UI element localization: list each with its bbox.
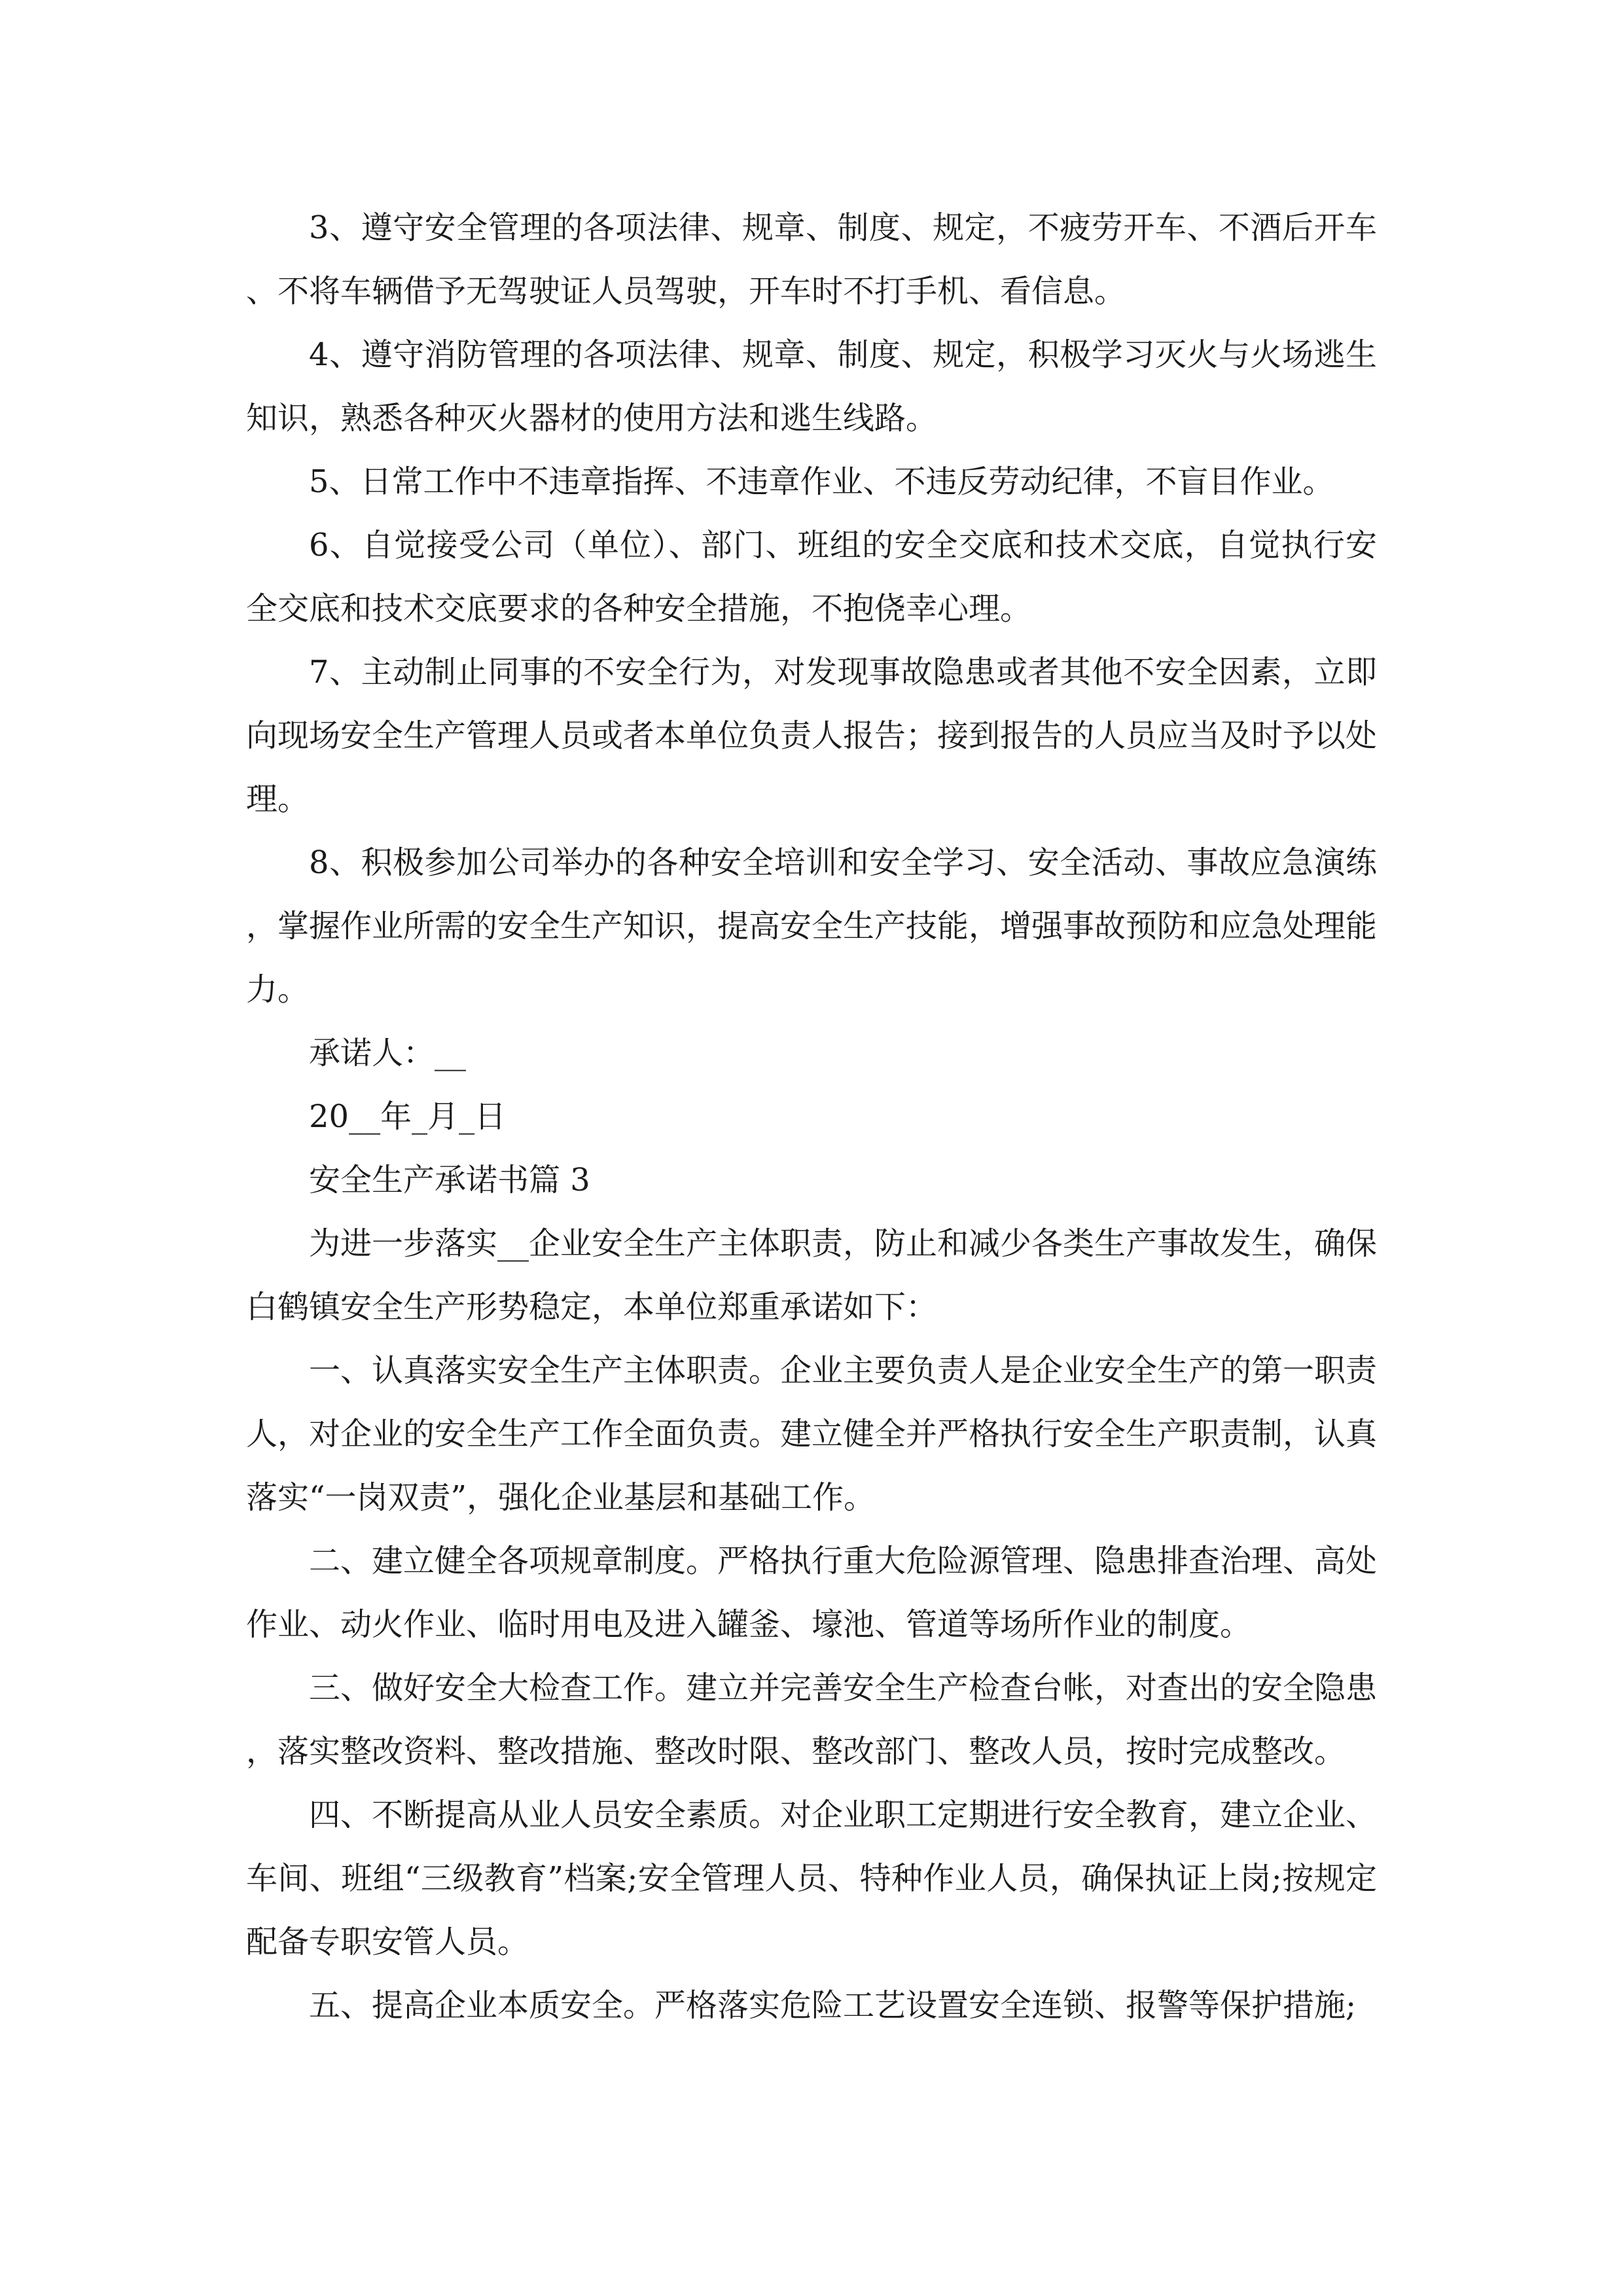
commitment-item-3: 三、做好安全大检查工作。建立并完善安全生产检查台帐，对查出的安全隐患，落实整改资料、整改措施、整改时限、整改部门、整改人员，按时完成整改。: [246, 1670, 1378, 1770]
document-page: [246, 196, 1377, 2037]
paragraph-item-6: 6、自觉接受公司（单位）、部门、班组的安全交底和技术交底，自觉执行安全交底和技术交底要求的各种安全措施，不抱侥幸心理。: [246, 527, 1377, 627]
signer-line: 承诺人：__: [309, 1035, 467, 1071]
commitment-item-1: 一、认真落实安全生产主体职责。企业主要负责人是企业安全生产的第一职责人，对企业的安全生产工作全面负责。建立健全并严格执行安全生产职责制，认真落实“一岗双责”，强化企业基层和基础工作。: [246, 1352, 1378, 1516]
commitment-item-2: 二、建立健全各项规章制度。严格执行重大危险源管理、隐患排查治理、高处作业、动火作业、临时用电及进入罐釜、壕池、管道等场所作业的制度。: [246, 1543, 1378, 1643]
paragraph-item-3: 3、遵守安全管理的各项法律、规章、制度、规定，不疲劳开车、不酒后开车、不将车辆借予无驾驶证人员驾驶，开车时不打手机、看信息。: [246, 209, 1377, 310]
section-intro: 为进一步落实__企业安全生产主体职责，防止和减少各类生产事故发生，确保白鹤镇安全生产形势稳定，本单位郑重承诺如下：: [246, 1225, 1378, 1325]
paragraph-item-5: 5、日常工作中不违章指挥、不违章作业、不违反劳动纪律，不盲目作业。: [309, 463, 1334, 500]
date-line: 20__年_月_日: [309, 1098, 507, 1135]
commitment-item-4: 四、不断提高从业人员安全素质。对企业职工定期进行安全教育，建立企业、车间、班组“三级教育”档案;安全管理人员、特种作业人员，确保执证上岗;按规定配备专职安管人员。: [246, 1797, 1378, 1960]
section-title: 安全生产承诺书篇 3: [309, 1162, 590, 1198]
commitment-item-5: 五、提高企业本质安全。严格落实危险工艺设置安全连锁、报警等保护措施;: [309, 1987, 1357, 2024]
paragraph-item-8: 8、积极参加公司举办的各种安全培训和安全学习、安全活动、事故应急演练，掌握作业所需的安全生产知识，提高安全生产技能，增强事故预防和应急处理能力。: [246, 844, 1378, 1008]
paragraph-item-4: 4、遵守消防管理的各项法律、规章、制度、规定，积极学习灭火与火场逃生知识，熟悉各种灭火器材的使用方法和逃生线路。: [246, 336, 1377, 437]
paragraph-item-7: 7、主动制止同事的不安全行为，对发现事故隐患或者其他不安全因素，立即向现场安全生产管理人员或者本单位负责人报告；接到报告的人员应当及时予以处理。: [246, 654, 1378, 817]
